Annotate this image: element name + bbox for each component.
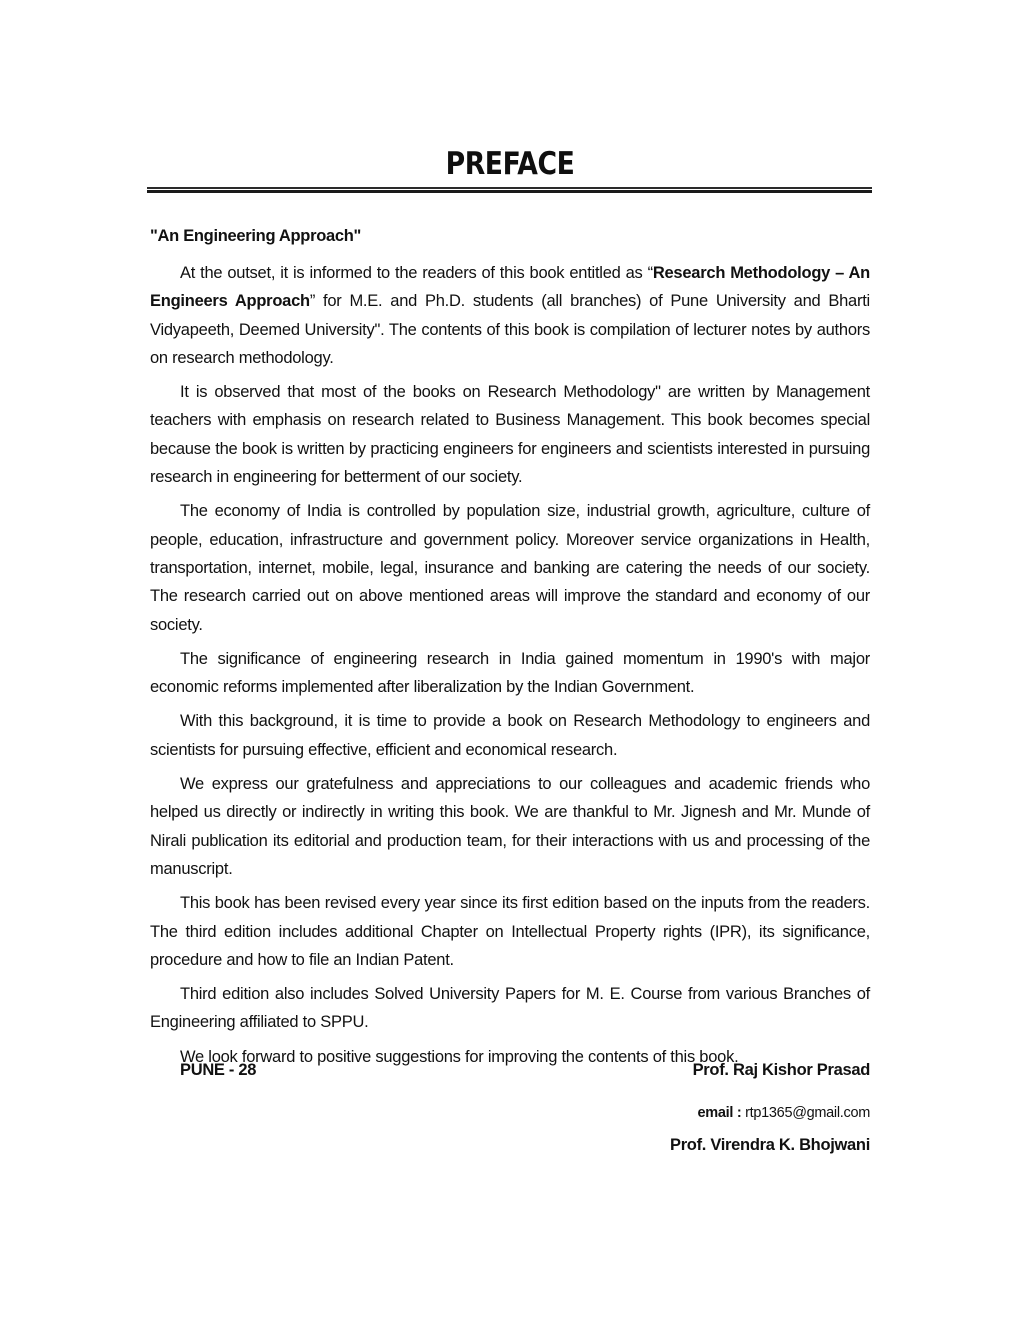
author-1-name: Prof. Raj Kishor Prasad — [692, 1061, 870, 1079]
email-address[interactable]: rtp1365@gmail.com — [745, 1105, 870, 1121]
paragraph-6: We express our gratefulness and appreciations to our colleagues and academic friends who helped us directly or indirectly in writing this book. We are thankful to Mr. Jignesh and Mr. Munde of Nirali publication its editorial and production team, for their interactions with us and processing of the manuscript. — [150, 775, 870, 878]
preface-body — [150, 259, 870, 1077]
paragraph-1-intro: At the outset, it is informed to the readers of this book entitled as “ — [180, 264, 653, 282]
book-title-bold: Research Methodology – An Engineers Approach — [150, 264, 870, 311]
rule-thick-line — [147, 190, 872, 193]
title-double-rule — [147, 187, 872, 193]
paragraph-1 — [150, 259, 870, 372]
section-subtitle: "An Engineering Approach" — [150, 227, 362, 245]
paragraph-3: The economy of India is controlled by population size, industrial growth, agriculture, culture of people, education, infrastructure and government policy. Moreover service organizations in Health, transportation, internet, mobile, legal, insurance and banking are catering the needs of our society. The research carried out on above mentioned areas will improve the standard and economy of our society. — [150, 502, 870, 634]
paragraph-9: We look forward to positive suggestions for improving the contents of this book. — [180, 1047, 739, 1066]
page-title: PREFACE — [445, 146, 575, 182]
email-label: email : — [697, 1105, 742, 1121]
paragraph-8: Third edition also includes Solved University Papers for M. E. Course from various Branches of Engineering affiliated to SPPU. — [150, 985, 870, 1032]
author-1-email — [698, 1105, 870, 1121]
rule-thin-line — [147, 187, 872, 189]
author-2-name: Prof. Virendra K. Bhojwani — [669, 1136, 870, 1154]
place-label: PUNE - 28 — [180, 1061, 257, 1079]
paragraph-4: The significance of engineering research in India gained momentum in 1990's with major economic reforms implemented after liberalization by the Indian Government. — [150, 649, 870, 697]
paragraph-7: This book has been revised every year since its first edition based on the inputs from the readers. The third edition includes additional Chapter on Intellectual Property rights (IPR), its significance, procedure and how to file an Indian Patent. — [150, 894, 870, 969]
paragraph-1-rest: ” for M.E. and Ph.D. students (all branches) of Pune University and Bharti Vidyapeeth, Deemed University". The contents of this book is compilation of lecturer notes by authors on research methodology. — [150, 292, 870, 367]
paragraph-2: It is observed that most of the books on Research Methodology" are written by Management teachers with emphasis on research related to Business Management. This book becomes special because the book is written by practicing engineers for engineers and scientists interested in pursuing research in engineering for betterment of our society. — [150, 383, 870, 487]
paragraph-5: With this background, it is time to provide a book on Research Methodology to engineers and scientists for pursuing effective, efficient and economical research. — [150, 712, 870, 759]
